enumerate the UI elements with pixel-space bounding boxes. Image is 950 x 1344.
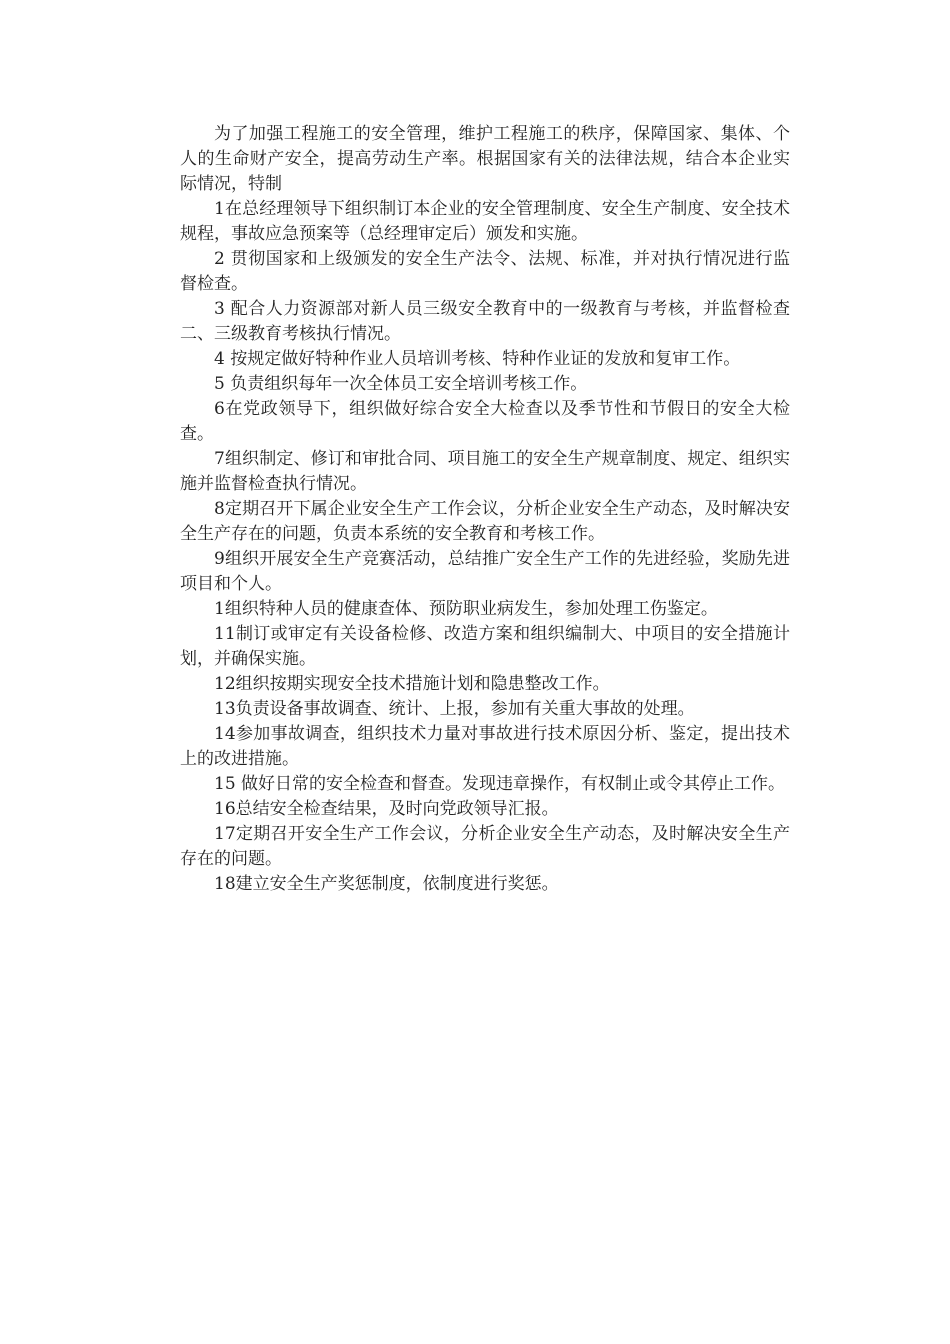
- paragraph-item: 2 贯彻国家和上级颁发的安全生产法令、法规、标准，并对执行情况进行监督检查。: [180, 249, 790, 294]
- paragraph-item: 1组织特种人员的健康查体、预防职业病发生，参加处理工伤鉴定。: [214, 599, 718, 619]
- paragraph-item: 5 负责组织每年一次全体员工安全培训考核工作。: [214, 374, 588, 394]
- paragraph-item: 6在党政领导下，组织做好综合安全大检查以及季节性和节假日的安全大检查。: [180, 399, 790, 444]
- paragraph-item: 8定期召开下属企业安全生产工作会议，分析企业安全生产动态，及时解决安全生产存在的问题，负责本系统的安全教育和考核工作。: [180, 499, 790, 544]
- paragraph-item: 3 配合人力资源部对新人员三级安全教育中的一级教育与考核，并监督检查二、三级教育考核执行情况。: [180, 299, 790, 344]
- paragraph-item: 9组织开展安全生产竞赛活动，总结推广安全生产工作的先进经验，奖励先进项目和个人。: [180, 549, 790, 594]
- paragraph-item: 18建立安全生产奖惩制度，依制度进行奖惩。: [214, 874, 559, 894]
- paragraph-item: 4 按规定做好特种作业人员培训考核、特种作业证的发放和复审工作。: [214, 349, 741, 369]
- paragraph-item: 1在总经理领导下组织制订本企业的安全管理制度、安全生产制度、安全技术规程，事故应急预案等（总经理审定后）颁发和实施。: [180, 199, 790, 244]
- paragraph-item: 12组织按期实现安全技术措施计划和隐患整改工作。: [214, 674, 610, 694]
- paragraph-item: 17定期召开安全生产工作会议，分析企业安全生产动态，及时解决安全生产存在的问题。: [180, 824, 790, 869]
- paragraph-item: 16总结安全检查结果，及时向党政领导汇报。: [214, 799, 559, 819]
- paragraph-item: 14参加事故调查，组织技术力量对事故进行技术原因分析、鉴定，提出技术上的改进措施。: [180, 724, 790, 769]
- paragraph-item: 15 做好日常的安全检查和督查。发现违章操作，有权制止或令其停止工作。: [214, 774, 786, 794]
- paragraph-item: 11制订或审定有关设备检修、改造方案和组织编制大、中项目的安全措施计划，并确保实施。: [180, 624, 790, 669]
- document-body: [180, 122, 790, 897]
- paragraph-intro: 为了加强工程施工的安全管理，维护工程施工的秩序，保障国家、集体、个人的生命财产安全，提高劳动生产率。根据国家有关的法律法规，结合本企业实际情况，特制: [180, 124, 790, 194]
- paragraph-item: 7组织制定、修订和审批合同、项目施工的安全生产规章制度、规定、组织实施并监督检查执行情况。: [180, 449, 790, 494]
- paragraph-item: 13负责设备事故调查、统计、上报，参加有关重大事故的处理。: [214, 699, 695, 719]
